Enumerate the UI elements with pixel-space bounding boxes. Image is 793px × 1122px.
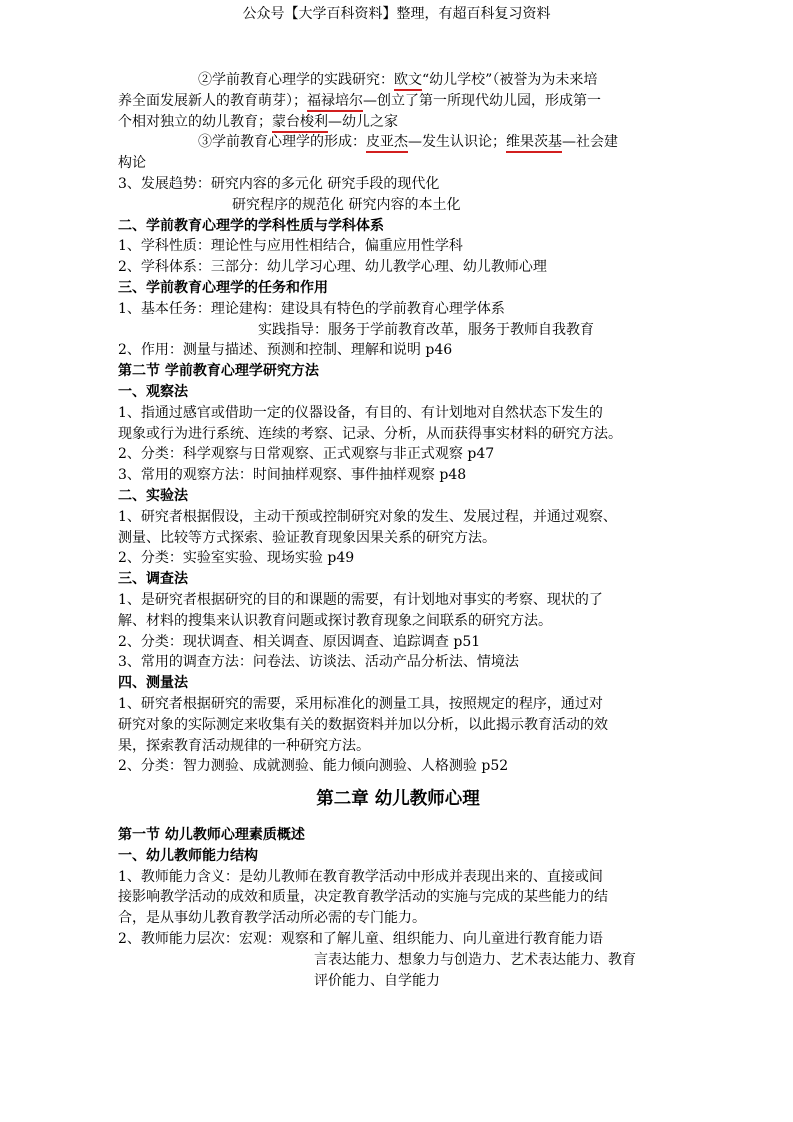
text-line: 3、发展趋势：研究内容的多元化 研究手段的现代化 bbox=[118, 175, 440, 192]
section-heading: 四、测量法 bbox=[118, 675, 188, 692]
text-line: 2、分类：现状调查、相关调查、原因调查、追踪调查 p51 bbox=[118, 633, 481, 650]
text-line: 2、分类：科学观察与日常观察、正式观察与非正式观察 p47 bbox=[118, 446, 495, 463]
section-heading: 二、学前教育心理学的学科性质与学科体系 bbox=[118, 217, 384, 234]
underlined-name-montessori: 蒙台梭利 bbox=[272, 114, 328, 133]
text-line: 2、教师能力层次：宏观：观察和了解儿童、组织能力、向儿童进行教育能力语 bbox=[118, 931, 603, 948]
text-line: 养全面发展新人的教育萌芽）；福禄培尔—创立了第一所现代幼儿园，形成第一 bbox=[118, 91, 678, 112]
text-line: 1、教师能力含义：是幼儿教师在教育教学活动中形成并表现出来的、直接或间 bbox=[118, 868, 603, 885]
text-line: 现象或行为进行系统、连续的考察、记录、分析，从而获得事实材料的研究方法。 bbox=[118, 425, 622, 442]
underlined-name-froebel: 福禄培尔 bbox=[307, 93, 363, 112]
text-line: 2、分类：实验室实验、现场实验 p49 bbox=[118, 550, 355, 567]
text-line: 评价能力、自学能力 bbox=[314, 972, 440, 989]
text-line: 1、研究者根据假设，主动干预或控制研究对象的发生、发展过程，并通过观察、 bbox=[118, 508, 617, 525]
text-line: 2、学科体系：三部分：幼儿学习心理、幼儿教学心理、幼儿教师心理 bbox=[118, 259, 547, 276]
underlined-name-owen: 欧文 bbox=[394, 72, 422, 91]
text-line: 1、是研究者根据研究的目的和课题的需要，有计划地对事实的考察、现状的了 bbox=[118, 591, 603, 608]
section-heading: 三、调查法 bbox=[118, 571, 188, 588]
section-heading: 二、实验法 bbox=[118, 487, 188, 504]
text-line: 接影响教学活动的成效和质量，决定教育教学活动的实施与完成的某些能力的结 bbox=[118, 889, 608, 906]
text-line: 解、材料的搜集来认识教育问题或探讨教育现象之间联系的研究方法。 bbox=[118, 612, 552, 629]
underlined-name-vygotsky: 维果茨基 bbox=[506, 134, 562, 153]
text-line: 测量、比较等方式探索、验证教育现象因果关系的研究方法。 bbox=[118, 529, 496, 546]
section-heading: 第二节 学前教育心理学研究方法 bbox=[118, 363, 319, 380]
text-line: 1、基本任务：理论建构：建设具有特色的学前教育心理学体系 bbox=[118, 300, 505, 317]
text-line: 研究程序的规范化 研究内容的本土化 bbox=[232, 196, 461, 213]
text-line: 2、分类：智力测验、成就测验、能力倾向测验、人格测验 p52 bbox=[118, 758, 509, 775]
document-body bbox=[118, 70, 678, 991]
section-heading: 三、学前教育心理学的任务和作用 bbox=[118, 279, 328, 296]
text-line: 3、常用的观察方法：时间抽样观察、事件抽样观察 p48 bbox=[118, 467, 467, 484]
text-line: 1、指通过感官或借助一定的仪器设备，有目的、有计划地对自然状态下发生的 bbox=[118, 404, 603, 421]
text-line: 构论 bbox=[118, 155, 146, 172]
text-line: 1、学科性质：理论性与应用性相结合，偏重应用性学科 bbox=[118, 238, 463, 255]
text-line: 个相对独立的幼儿教育；蒙台梭利—幼儿之家 bbox=[118, 112, 678, 133]
text-line: 3、常用的调查方法：问卷法、访谈法、活动产品分析法、情境法 bbox=[118, 654, 519, 671]
text-line: 合，是从事幼儿教育教学活动所必需的专门能力。 bbox=[118, 910, 426, 927]
text-line: ③学前教育心理学的形成：皮亚杰—发生认识论；维果茨基—社会建 bbox=[118, 132, 678, 153]
text-line: 2、作用：测量与描述、预测和控制、理解和说明 p46 bbox=[118, 342, 453, 359]
text-line: 言表达能力、想象力与创造力、艺术表达能力、教育 bbox=[314, 951, 636, 968]
text-line: 实践指导：服务于学前教育改革，服务于教师自我教育 bbox=[258, 321, 594, 338]
section-heading: 一、观察法 bbox=[118, 383, 188, 400]
section-heading: 一、幼儿教师能力结构 bbox=[118, 847, 258, 864]
chapter-title: 第二章 幼儿教师心理 bbox=[316, 789, 480, 810]
text-line: 研究对象的实际测定来收集有关的数据资料并加以分析，以此揭示教育活动的效 bbox=[118, 716, 608, 733]
text-line: ②学前教育心理学的实践研究：欧文“幼儿学校”（被誉为为未来培 bbox=[118, 70, 678, 91]
page-header: 公众号【大学百科资料】整理，有超百科复习资料 bbox=[242, 6, 551, 22]
text-line: 果，探索教育活动规律的一种研究方法。 bbox=[118, 737, 370, 754]
text-line: 1、研究者根据研究的需要，采用标准化的测量工具，按照规定的程序，通过对 bbox=[118, 695, 603, 712]
section-heading: 第一节 幼儿教师心理素质概述 bbox=[118, 827, 305, 844]
underlined-name-piaget: 皮亚杰 bbox=[366, 134, 408, 153]
